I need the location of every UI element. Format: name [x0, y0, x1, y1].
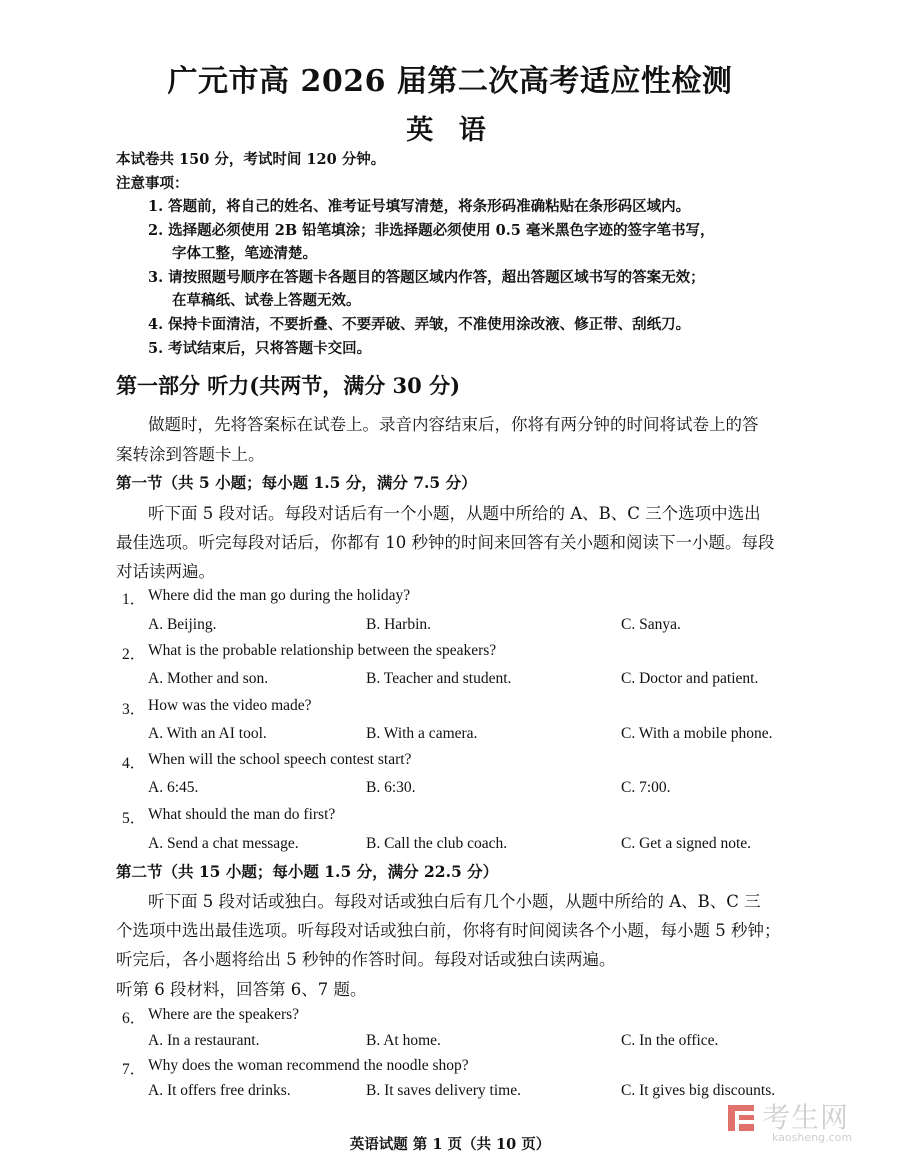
option-a: A. Beijing. [148, 616, 217, 633]
question-text: What is the probable relationship between the speakers? [148, 642, 497, 659]
material-label: 听第 6 段材料，回答第 6、7 题。 [116, 980, 367, 999]
notice-item: 字体工整，笔迹清楚。 [172, 245, 317, 262]
option-b: B. Harbin. [366, 616, 432, 633]
option-a: A. Mother and son. [148, 670, 269, 687]
question-text: Where are the speakers? [148, 1006, 300, 1023]
option-b: B. It saves delivery time. [366, 1082, 521, 1099]
watermark-name: 考生网 [762, 1101, 850, 1134]
question-number: 2． [122, 646, 146, 663]
subject-title: 英 语 [406, 115, 494, 146]
option-c: C. With a mobile phone. [621, 725, 773, 742]
watermark-logo-icon [726, 1103, 756, 1133]
notice-item: 在草稿纸、试卷上答题无效。 [172, 292, 361, 309]
exam-title: 广元市高 2026 届第二次高考适应性检测 [167, 64, 733, 99]
part-instruction: 做题时，先将答案标在试卷上。录音内容结束后，你将有两分钟的时间将试卷上的答 [148, 415, 759, 434]
page-footer: 英语试题 第 1 页（共 10 页） [349, 1136, 551, 1153]
question-number: 3． [122, 701, 146, 718]
section-heading: 第二节（共 15 小题；每小题 1.5 分，满分 22.5 分） [116, 862, 499, 881]
section-heading: 第一节（共 5 小题；每小题 1.5 分，满分 7.5 分） [116, 473, 477, 492]
notice-item: 2. 选择题必须使用 2B 铅笔填涂；非选择题必须使用 0.5 毫米黑色字迹的签字笔书写， [148, 222, 715, 239]
part-heading: 第一部分 听力(共两节，满分 30 分) [116, 373, 461, 398]
option-b: B. At home. [366, 1032, 441, 1049]
section-instruction: 听下面 5 段对话或独白。每段对话或独白后有几个小题，从题中所给的 A、B、C 三 [148, 892, 761, 911]
question-text: When will the school speech contest start? [148, 751, 412, 768]
section-instruction: 最佳选项。听完每段对话后，你都有 10 秒钟的时间来回答有关小题和阅读下一小题。每段 [116, 533, 775, 552]
notice-title: 注意事项： [116, 175, 189, 192]
option-a: A. In a restaurant. [148, 1032, 260, 1049]
notice-item: 5. 考试结束后，只将答题卡交回。 [148, 340, 372, 357]
part-instruction: 案转涂到答题卡上。 [116, 445, 265, 464]
option-b: B. Call the club coach. [366, 835, 508, 852]
notice-item: 4. 保持卡面清洁，不要折叠、不要弄破、弄皱，不准使用涂改液、修正带、刮纸刀。 [148, 316, 691, 333]
question-number: 6． [122, 1010, 146, 1027]
notice-item: 3. 请按照题号顺序在答题卡各题目的答题区域内作答，超出答题区域书写的答案无效； [148, 269, 705, 286]
section-instruction: 对话读两遍。 [116, 562, 215, 581]
option-c: C. 7:00. [621, 779, 671, 796]
notice-item: 1. 答题前，将自己的姓名、准考证号填写清楚，将条形码准确粘贴在条形码区域内。 [148, 198, 691, 215]
option-a: A. 6:45. [148, 779, 199, 796]
option-c: C. In the office. [621, 1032, 719, 1049]
question-text: What should the man do first? [148, 806, 336, 823]
question-number: 5． [122, 810, 146, 827]
watermark-domain: kaosheng.com [772, 1131, 853, 1144]
option-a: A. Send a chat message. [148, 835, 299, 852]
question-number: 1． [122, 591, 146, 608]
question-number: 4． [122, 755, 146, 772]
question-text: How was the video made? [148, 697, 312, 714]
section-instruction: 听下面 5 段对话。每段对话后有一个小题，从题中所给的 A、B、C 三个选项中选出 [148, 504, 761, 523]
exam-info: 本试卷共 150 分，考试时间 120 分钟。 [116, 151, 386, 168]
option-c: C. It gives big discounts. [621, 1082, 776, 1099]
option-c: C. Sanya. [621, 616, 681, 633]
question-text: Why does the woman recommend the noodle shop? [148, 1057, 469, 1074]
option-c: C. Get a signed note. [621, 835, 752, 852]
option-a: A. With an AI tool. [148, 725, 267, 742]
question-number: 7． [122, 1061, 146, 1078]
option-b: B. With a camera. [366, 725, 478, 742]
option-a: A. It offers free drinks. [148, 1082, 291, 1099]
question-text: Where did the man go during the holiday? [148, 587, 411, 604]
section-instruction: 听完后，各小题将给出 5 秒钟的作答时间。每段对话或独白读两遍。 [116, 950, 616, 969]
option-b: B. 6:30. [366, 779, 416, 796]
section-instruction: 个选项中选出最佳选项。听每段对话或独白前，你将有时间阅读各个小题，每小题 5 秒钟； [116, 921, 781, 940]
option-c: C. Doctor and patient. [621, 670, 759, 687]
option-b: B. Teacher and student. [366, 670, 512, 687]
